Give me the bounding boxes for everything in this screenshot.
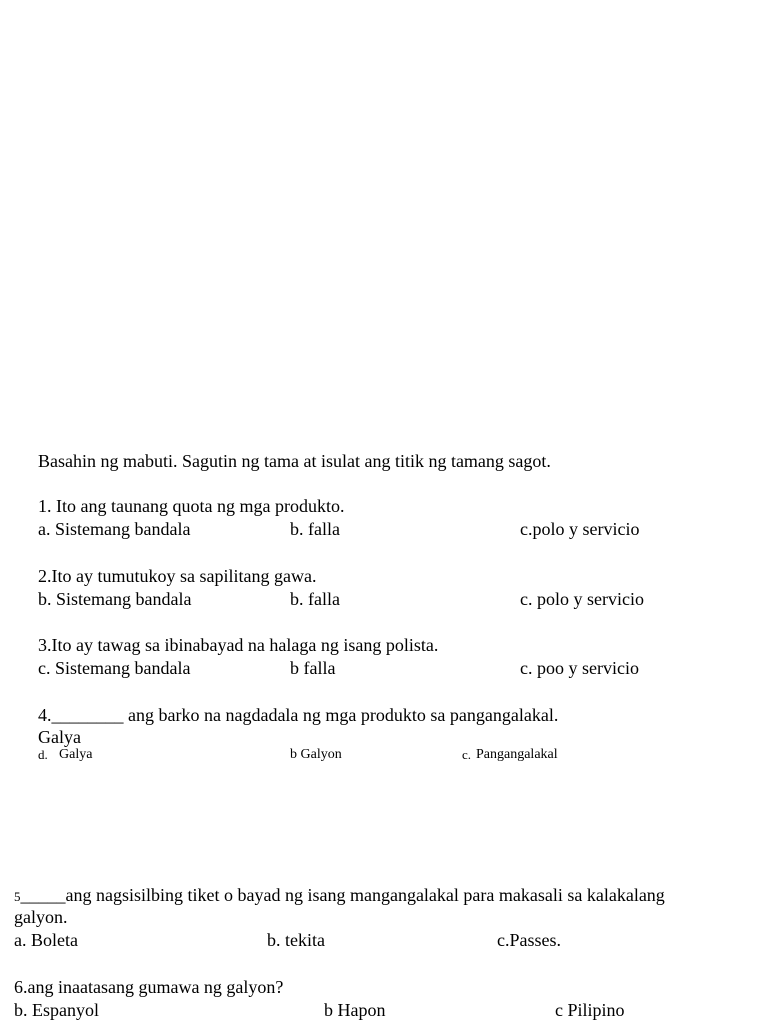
question-6-choice-b: b Hapon [324, 1000, 386, 1020]
question-4-choice-a: Galya [59, 747, 93, 762]
question-4-choice-b: b Galyon [290, 747, 342, 762]
question-5-prompt: _____ang nagsisilbing tiket o bayad ng isang mangangalakal para makasali sa kalakalang [20, 885, 665, 905]
question-1-choice-c: c.polo y servicio [520, 519, 640, 539]
question-5-choice-c: c.Passes. [497, 930, 561, 950]
question-1-choice-a: a. Sistemang bandala [38, 519, 191, 539]
question-3-prompt: 3.Ito ay tawag sa ibinabayad na halaga ng isang polista. [38, 635, 439, 655]
question-5-prompt-line2: galyon. [14, 907, 68, 927]
question-6-choice-c: c Pilipino [555, 1000, 625, 1020]
question-2-choice-b: b. falla [290, 589, 340, 609]
question-4-prompt-line2: Galya [38, 727, 81, 747]
question-5-choice-b: b. tekita [267, 930, 325, 950]
question-2-prompt: 2.Ito ay tumutukoy sa sapilitang gawa. [38, 566, 317, 586]
question-2-choice-a: b. Sistemang bandala [38, 589, 192, 609]
instructions: Basahin ng mabuti. Sagutin ng tama at isulat ang titik ng tamang sagot. [38, 451, 551, 471]
question-3-choice-a: c. Sistemang bandala [38, 658, 191, 678]
question-6-choice-a: b. Espanyol [14, 1000, 99, 1020]
question-3-choice-c: c. poo y servicio [520, 658, 639, 678]
question-5-number: 5 [14, 889, 21, 904]
question-4-choice-d-label: d. [38, 747, 48, 762]
question-5-choice-a: a. Boleta [14, 930, 78, 950]
question-6-prompt: 6.ang inaatasang gumawa ng galyon? [14, 977, 284, 997]
question-2-choice-c: c. polo y servicio [520, 589, 644, 609]
question-5-prompt-line [14, 884, 665, 906]
question-4-choice-c-label: c. [462, 747, 472, 762]
question-4-prompt: 4.________ ang barko na nagdadala ng mga produkto sa pangangalakal. [38, 705, 559, 725]
question-4-choice-c: Pangangalakal [476, 747, 558, 762]
question-1-prompt: 1. Ito ang taunang quota ng mga produkto. [38, 496, 345, 516]
question-1-choice-b: b. falla [290, 519, 340, 539]
question-3-choice-b: b falla [290, 658, 336, 678]
